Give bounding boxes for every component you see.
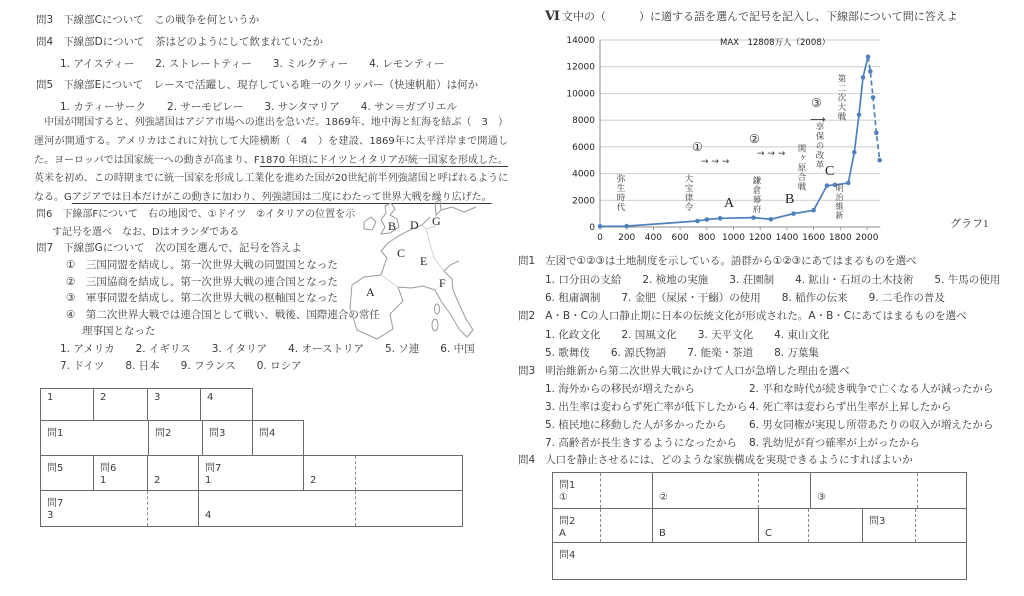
- answer-cell: 4: [200, 388, 253, 421]
- section-title: [545, 8, 958, 24]
- graph-caption: グラフ1: [950, 218, 989, 230]
- dashed-divider: [915, 509, 916, 542]
- question-6-line1: [36, 205, 355, 220]
- answer-cell: 問3: [202, 420, 253, 456]
- svg-text:6000: 6000: [572, 142, 595, 153]
- map-corsica: [435, 304, 440, 314]
- question-text: 下線部Dについて 茶はどのようにして飲まれていたか: [63, 36, 324, 48]
- answer-cell: 3: [147, 388, 201, 421]
- svg-text:14000: 14000: [566, 36, 595, 46]
- svg-text:800: 800: [698, 233, 716, 243]
- era-label-kyoho: 享保の改革: [814, 122, 824, 170]
- dashed-divider: [147, 491, 148, 526]
- q7-item-3: ③ 軍事同盟を結成し、第二次世界大戦の枢軸国となった: [66, 292, 338, 304]
- dashed-divider: [917, 473, 918, 508]
- answer-cell: 問7 3: [40, 490, 199, 527]
- question-3-line: 問3 明治維新から第二次世界大戦にかけて人口が急増した理由を選べ: [518, 365, 850, 377]
- chart-arrow-2: → → →: [757, 149, 786, 159]
- era-label-taiho: 大宝律令: [683, 174, 693, 212]
- q1-options-2: 6. 租庸調制 7. 金肥（屎尿・干鰯）の使用 8. 稲作の伝来 9. 二毛作の普及: [545, 292, 945, 304]
- chart-marker-3: ③: [811, 96, 822, 110]
- map-border-fr-es: [381, 275, 398, 287]
- dashed-divider: [808, 509, 809, 542]
- svg-text:2000: 2000: [855, 233, 879, 243]
- q3-option-r2: 4. 死亡率は変わらず出生率が上昇したから: [749, 401, 952, 413]
- question-label: 問7: [36, 242, 54, 254]
- question-1-line: 問1 左図で①②③は土地制度を示している。語群から①②③にあてはまるものを選べ: [518, 255, 917, 267]
- reading-passage: [34, 114, 508, 208]
- question-3-line: [36, 12, 259, 27]
- era-label-kamakura: 鎌倉幕府: [751, 176, 761, 214]
- map-label-g: G: [432, 214, 441, 228]
- q2-options-2: 5. 歌舞伎 6. 源氏物語 7. 能楽・茶道 8. 万葉集: [545, 347, 819, 359]
- svg-text:1800: 1800: [828, 233, 852, 243]
- section-title-text: 文中の（ ）に適する語を選んで記号を記入し、下線部について問に答えよ: [561, 10, 958, 23]
- question-5-options: 1. カティーサーク 2. サーモピレー 3. サンタマリア 4. サン＝ガブリエル: [60, 101, 457, 113]
- svg-text:200: 200: [618, 233, 636, 243]
- q3-option-l1: 1. 海外からの移民が増えたから: [545, 383, 695, 395]
- q3-option-r3: 6. 男女同権が実現し所帯あたりの収入が増えたから: [749, 419, 994, 431]
- question-text: 下線部Cについて この戦争を何というか: [63, 14, 260, 26]
- q1-options-1: 1. 口分田の支給 2. 検地の実施 3. 荘園制 4. 鉱山・石垣の土木技術 5. 牛馬の使用: [545, 274, 1001, 286]
- svg-text:2000: 2000: [572, 196, 595, 207]
- dashed-divider: [355, 456, 356, 490]
- answer-cell: 問2 A: [552, 508, 653, 543]
- chart-arrow-3: ⟶: [810, 113, 826, 126]
- question-7-line: [36, 240, 302, 255]
- page-right: [512, 0, 1024, 596]
- q7-item-4-cont: 理事国となった: [82, 325, 156, 337]
- svg-text:0: 0: [597, 233, 603, 243]
- population-chart: [552, 28, 1002, 243]
- answer-cell: 問4: [552, 542, 967, 580]
- question-label: 問3: [36, 14, 54, 26]
- era-label-wwii: 第二次大戦: [836, 74, 846, 122]
- chart-arrow-1: → → →: [701, 157, 730, 167]
- chart-letter-c: C: [825, 164, 835, 179]
- question-text: 下線部Gについて 次の国を選んで、記号を答えよ: [63, 242, 302, 254]
- q7-item-1: ① 三国同盟を結成し、第一次世界大戦の同盟国となった: [66, 259, 338, 271]
- answer-cell: 問2: [148, 420, 203, 456]
- answer-cell: C: [758, 508, 863, 543]
- svg-text:12000: 12000: [566, 62, 595, 73]
- map-continent-coast: [350, 217, 473, 339]
- map-label-a: A: [366, 285, 375, 299]
- svg-text:10000: 10000: [566, 89, 595, 100]
- answer-cell: 問5: [40, 455, 94, 491]
- svg-text:1400: 1400: [775, 233, 799, 243]
- svg-text:1600: 1600: [802, 233, 826, 243]
- q7-item-4: ④ 第二次世界大戦では連合国として戦い、戦後、国際連合の常任: [66, 309, 380, 321]
- answer-cell: 2: [93, 388, 148, 421]
- question-6-line2: す記号を選べ なお、Dはオランダである: [52, 227, 240, 238]
- answer-cell: 1: [40, 388, 94, 421]
- answer-cell: 2: [303, 455, 463, 491]
- map-label-e: E: [420, 254, 428, 268]
- svg-text:0: 0: [589, 223, 595, 233]
- dashed-divider: [758, 473, 759, 508]
- map-label-c: C: [397, 246, 406, 260]
- question-4-line: [36, 34, 323, 49]
- era-label-meiji: 明治維新: [835, 184, 844, 220]
- chart-marker-1: ①: [692, 140, 703, 154]
- dashed-divider: [355, 491, 356, 526]
- chart-letter-b: B: [785, 192, 795, 207]
- question-2-line: 問2 A・B・Cの人口静止期に日本の伝統文化が形成された。A・B・Cにあてはまるものを選べ: [518, 310, 967, 322]
- svg-text:1000: 1000: [722, 233, 745, 243]
- q7-item-2: ② 三国協商を結成し、第一次世界大戦の連合国となった: [66, 276, 338, 288]
- q3-option-r1: 2. 平和な時代が続き戦争で亡くなる人が減ったから: [749, 383, 994, 395]
- answer-cell: B: [652, 508, 759, 543]
- question-label: 問4: [36, 36, 54, 48]
- answer-cell: 問3: [862, 508, 967, 543]
- map-sardinia: [432, 319, 438, 331]
- europe-map: [340, 196, 515, 356]
- dashed-divider: [600, 509, 601, 542]
- map-ireland: [364, 217, 376, 230]
- era-label-yayoi: 弥生時代: [615, 174, 625, 212]
- q3-option-l4: 7. 高齢者が長生きするようになったから: [545, 437, 737, 449]
- q7-options-1: 1. アメリカ 2. イギリス 3. イタリア 4. オーストリア 5. ソ連 6. 中国: [60, 343, 475, 355]
- svg-text:600: 600: [671, 233, 689, 243]
- q7-options-2: 7. ドイツ 8. 日本 9. フランス 0. ロシア: [60, 360, 302, 372]
- era-label-sekigahara: 関ヶ原合戦: [796, 144, 806, 192]
- q3-option-r4: 8. 乳幼児が育つ確率が上がったから: [749, 437, 920, 449]
- section-numeral: Ⅵ: [545, 8, 560, 23]
- chart-max-annotation: MAX 12808万人（2008）: [720, 38, 831, 48]
- answer-cell: 問1 ①: [552, 472, 653, 509]
- q3-option-l3: 5. 植民地に移動した人が多かったから: [545, 419, 727, 431]
- question-text: 下線部Eについて レースで活躍し、現存している唯一のクリッパー（快速帆船）は何か: [63, 79, 479, 91]
- answer-cell: 問1: [40, 420, 149, 456]
- map-label-d: D: [410, 218, 419, 232]
- q2-options-1: 1. 化政文化 2. 国風文化 3. 天平文化 4. 東山文化: [545, 329, 830, 341]
- map-jutland: [435, 200, 441, 215]
- answer-cell: 2: [147, 455, 199, 491]
- map-label-f: F: [439, 276, 446, 290]
- map-border-fr-de: [426, 229, 444, 271]
- question-label: 問5: [36, 79, 54, 91]
- chart-letter-a: A: [724, 196, 735, 211]
- chart-marker-2: ②: [749, 132, 760, 146]
- svg-text:8000: 8000: [572, 116, 595, 127]
- svg-text:1200: 1200: [748, 233, 772, 243]
- answer-cell: 4: [198, 490, 463, 527]
- question-5-line: [36, 77, 478, 92]
- svg-text:4000: 4000: [572, 169, 595, 180]
- dashed-divider: [600, 473, 601, 508]
- passage-underlined-g: アジアでは日本だけがこの動きに加わり、列強諸国は二度にわたって世界大戦を繰り広げた。: [71, 192, 492, 204]
- question-text: 下線部Fについて 右の地図で、①ドイツ ②イタリアの位置を示: [62, 209, 356, 220]
- answer-cell: 問6 1: [93, 455, 148, 491]
- passage-segment: 英米を初め、この時期までに統一国家を形成し工業化を進めた国が20世紀前半列強諸国と呼ばれるようになる。G: [34, 173, 508, 204]
- question-label: 問6: [36, 209, 53, 220]
- answer-cell: ②: [652, 472, 811, 509]
- answer-cell: 問7 1: [198, 455, 304, 491]
- svg-text:400: 400: [644, 233, 662, 243]
- passage-segment: 中国が開国すると、列強諸国はアジア市場への進出を急いだ。1869年、地中海と紅海を結ぶ（ 3 ）運河が開通する。アメリカはこれに対抗して大陸横断（ 4 ）を建設、1869年に太平洋岸まで開通した。ヨーロッパでは国家統一への動きが高まり、F: [34, 117, 508, 166]
- question-4-options: 1. アイスティー 2. ストレートティー 3. ミルクティー 4. レモンティー: [60, 58, 445, 70]
- map-baltic-coast: [441, 207, 476, 212]
- map-label-b: B: [388, 219, 397, 233]
- answer-cell: ③: [810, 472, 967, 509]
- q3-option-l2: 3. 出生率は変わらず死亡率が低下したから: [545, 401, 748, 413]
- passage-underlined-f: 1870 年頃にドイツとイタリアが統一国家を形成した。: [259, 154, 508, 166]
- question-4-line: 問4 人口を静止させるには、どのような家族構成を実現できるようにすればよいか: [518, 454, 913, 466]
- answer-cell: 問4: [252, 420, 304, 456]
